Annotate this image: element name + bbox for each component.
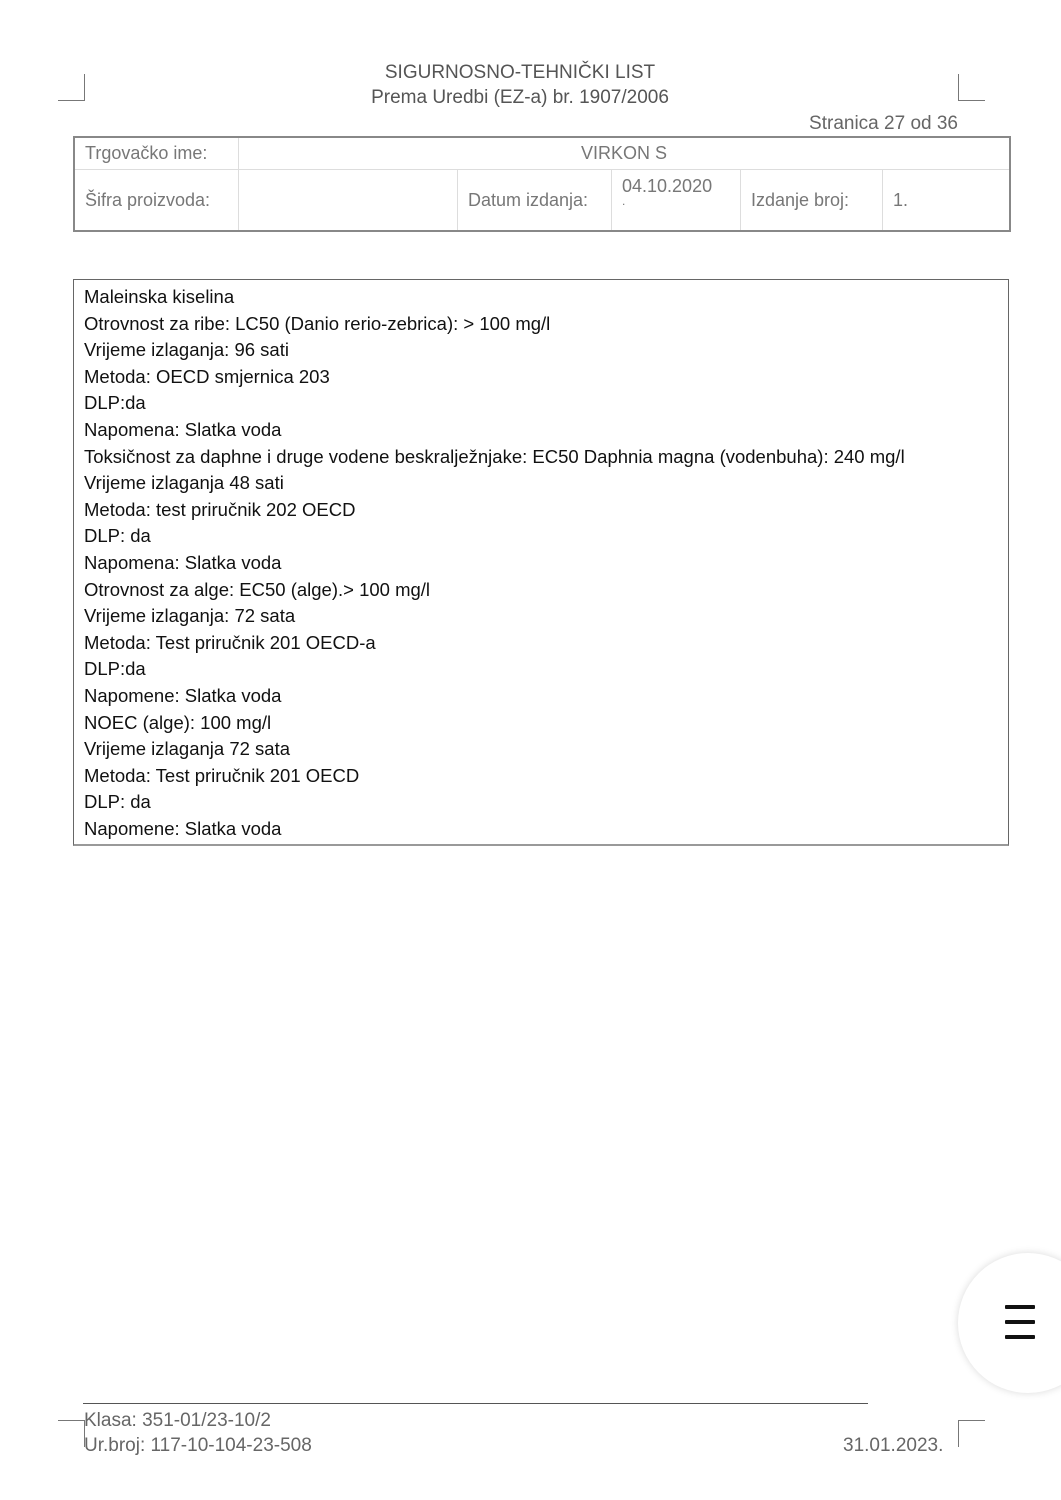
footer-divider bbox=[83, 1403, 868, 1404]
footer-urbroj: Ur.broj: 117-10-104-23-508 bbox=[84, 1435, 312, 1456]
content-line: Napomene: Slatka voda bbox=[84, 817, 282, 839]
menu-button[interactable] bbox=[958, 1253, 1061, 1393]
content-line: Toksičnost za daphne i druge vodene beskralježnjake: EC50 Daphnia magna (vodenbuha): 240 mg/l bbox=[84, 445, 905, 467]
content-line: Napomena: Slatka voda bbox=[84, 418, 282, 440]
content-line: NOEC (alge): 100 mg/l bbox=[84, 711, 272, 733]
issue-date-dot: . bbox=[622, 194, 626, 208]
toxicity-info-box bbox=[73, 279, 1009, 846]
edition-value: 1. bbox=[883, 170, 1011, 232]
content-line: Vrijeme izlaganja 72 sata bbox=[84, 738, 291, 760]
hamburger-menu-icon bbox=[1005, 1305, 1035, 1339]
regulation-subtitle: Prema Uredbi (EZ-a) br. 1907/2006 bbox=[371, 87, 669, 108]
content-line: Metoda: Test priručnik 201 OECD bbox=[84, 764, 360, 786]
content-line: DLP:da bbox=[84, 658, 146, 680]
edition-label: Izdanje broj: bbox=[741, 170, 883, 232]
content-line: DLP: da bbox=[84, 791, 151, 813]
footer-klasa: Klasa: 351-01/23-10/2 bbox=[84, 1410, 271, 1431]
content-line: Metoda: Test priručnik 201 OECD-a bbox=[84, 631, 376, 653]
product-info-table bbox=[73, 136, 1011, 232]
trade-name-value: VIRKON S bbox=[239, 137, 1011, 170]
content-line: Vrijeme izlaganja: 72 sata bbox=[84, 605, 296, 627]
content-line: Vrijeme izlaganja: 96 sati bbox=[84, 339, 289, 361]
content-line: Otrovnost za alge: EC50 (alge).> 100 mg/l bbox=[84, 578, 431, 600]
content-line: Napomena: Slatka voda bbox=[84, 551, 282, 573]
content-line: DLP: da bbox=[84, 525, 151, 547]
content-line: Metoda: test priručnik 202 OECD bbox=[84, 498, 356, 520]
page-number: Stranica 27 od 36 bbox=[809, 113, 958, 134]
content-line: Vrijeme izlaganja 48 sati bbox=[84, 472, 284, 494]
substance-name: Maleinska kiselina bbox=[84, 286, 235, 307]
trade-name-label: Trgovačko ime: bbox=[74, 137, 239, 170]
content-line: Napomene: Slatka voda bbox=[84, 684, 282, 706]
content-line: DLP:da bbox=[84, 392, 146, 414]
issue-date-cell bbox=[612, 170, 741, 232]
document-title: SIGURNOSNO-TEHNIČKI LIST bbox=[384, 62, 656, 83]
footer-date: 31.01.2023. bbox=[843, 1435, 944, 1456]
product-code-label: Šifra proizvoda: bbox=[74, 170, 239, 232]
crop-mark-bottom-left bbox=[58, 1420, 85, 1447]
content-line: Otrovnost za ribe: LC50 (Danio rerio-zebrica): > 100 mg/l bbox=[84, 312, 551, 334]
issue-date-value: 04.10.2020 bbox=[622, 176, 713, 196]
product-code-value bbox=[239, 170, 458, 232]
content-line: Metoda: OECD smjernica 203 bbox=[84, 365, 330, 387]
crop-mark-bottom-right bbox=[958, 1420, 985, 1447]
issue-date-label: Datum izdanja: bbox=[458, 170, 612, 232]
